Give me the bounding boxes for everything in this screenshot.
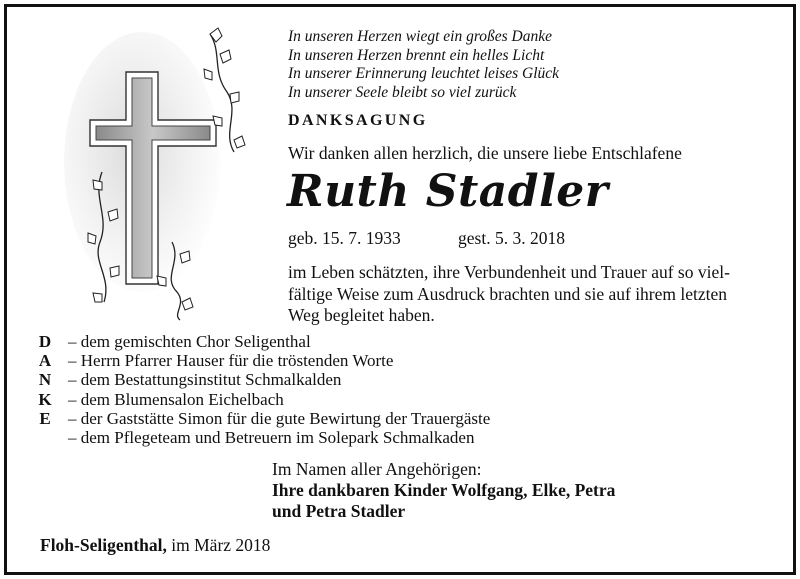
danke-letter: N xyxy=(38,370,52,390)
cross-with-ivy-icon xyxy=(62,22,277,322)
poem-line: In unseren Herzen wiegt ein großes Danke xyxy=(288,28,553,45)
dates xyxy=(288,228,565,249)
death-date: gest. 5. 3. 2018 xyxy=(458,228,565,248)
list-item: – dem Bestattungsinstitut Schmalkalden xyxy=(68,370,342,390)
signature-names-cont: und Petra Stadler xyxy=(272,501,406,521)
paragraph-line: Weg begleitet haben. xyxy=(288,305,435,325)
signature-names: Ihre dankbaren Kinder Wolfgang, Elke, Petra xyxy=(272,480,616,500)
list-item: – dem Blumensalon Eichelbach xyxy=(68,389,284,409)
date: im März 2018 xyxy=(166,535,271,555)
intro-text: Wir danken allen herzlich, die unsere liebe Entschlafene xyxy=(288,143,682,163)
place: Floh-Seligenthal, xyxy=(40,535,167,555)
list-item: – Herrn Pfarrer Hauser für die tröstenden Worte xyxy=(68,351,394,371)
signature xyxy=(272,459,615,522)
danke-letter: A xyxy=(38,351,52,371)
danke-letter: K xyxy=(38,389,52,409)
danke-vertical xyxy=(36,332,54,428)
list-item: – der Gaststätte Simon für die gute Bewirtung der Trauergäste xyxy=(68,408,491,428)
list-item: – dem Pflegeteam und Betreuern im Solepark Schmalkaden xyxy=(68,427,475,447)
poem-line: In unseren Herzen brennt ein helles Licht xyxy=(288,46,545,64)
deceased-name: Ruth Stadler xyxy=(287,166,609,217)
thanks-paragraph xyxy=(288,262,730,327)
paragraph-line: fältige Weise zum Ausdruck brachten und sie auf ihrem letzten xyxy=(288,283,728,304)
thanks-list xyxy=(68,332,490,447)
signature-intro: Im Namen aller Angehörigen: xyxy=(272,459,482,479)
heading: DANKSAGUNG xyxy=(288,112,428,129)
poem xyxy=(288,28,559,102)
place-date xyxy=(40,535,270,556)
danke-letter: D xyxy=(38,332,52,351)
poem-line: In unserer Seele bleibt so viel zurück xyxy=(288,83,517,101)
birth-date: geb. 15. 7. 1933 xyxy=(288,228,401,248)
poem-line: In unserer Erinnerung leuchtet leises Glück xyxy=(288,65,560,82)
paragraph-line: im Leben schätzten, ihre Verbundenheit und Trauer auf so viel- xyxy=(288,262,730,282)
list-item: – dem gemischten Chor Seligenthal xyxy=(68,332,311,351)
danke-letter: E xyxy=(39,408,51,428)
